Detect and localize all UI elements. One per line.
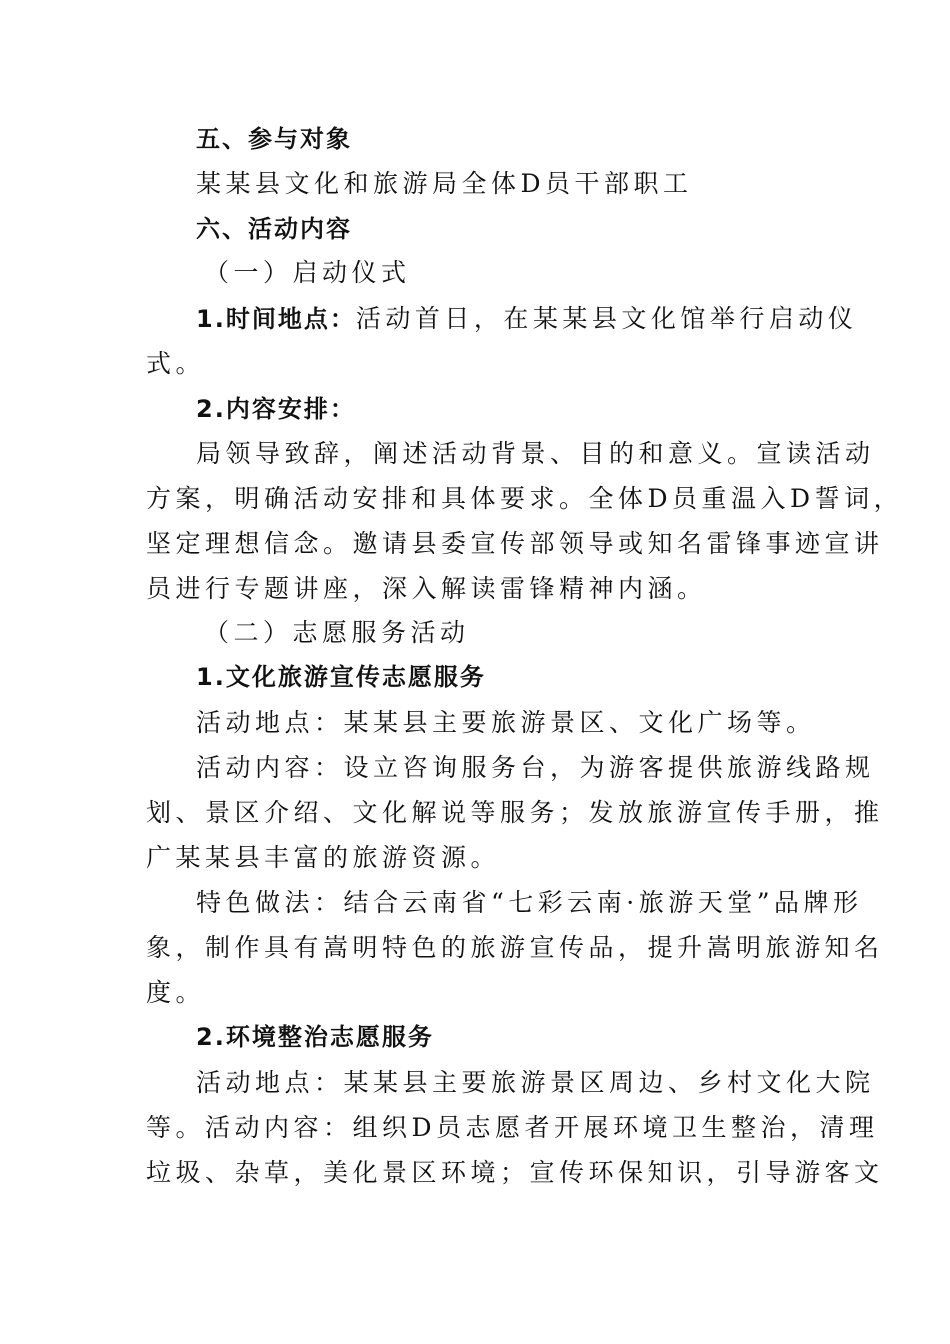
sub1-item1-label: 1.时间地点： bbox=[196, 305, 356, 333]
section-five-title: 五、参与对象 bbox=[196, 125, 352, 153]
sub1-title: （一）启动仪式 bbox=[204, 258, 411, 287]
sub2-item1-location: 活动地点：某某县主要旅游景区、文化广场等。 bbox=[196, 708, 816, 737]
sub1-item2-line: 方案，明确活动安排和具体要求。全体D员重温入D誓词， bbox=[146, 484, 904, 513]
sub1-item2-line: 局领导致辞，阐述活动背景、目的和意义。宣读活动 bbox=[196, 439, 875, 468]
sub2-item1-content-line: 活动内容：设立咨询服务台，为游客提供旅游线路规 bbox=[196, 753, 875, 782]
sub2-item2-line: 垃圾、杂草，美化景区环境；宣传环保知识，引导游客文 bbox=[146, 1158, 884, 1187]
sub2-item2-line: 等。活动内容：组织D员志愿者开展环境卫生整治，清理 bbox=[146, 1113, 879, 1142]
sub1-item2-label: 2.内容安排： bbox=[196, 395, 356, 423]
sub2-item1-feature-line: 度。 bbox=[146, 978, 206, 1007]
sub1-item1-paragraph bbox=[196, 304, 858, 334]
sub2-item2-title: 2.环境整治志愿服务 bbox=[196, 1023, 434, 1051]
sub1-item2-line: 员进行专题讲座，深入解读雷锋精神内涵。 bbox=[146, 574, 707, 603]
sub2-item1-title: 1.文化旅游宣传志愿服务 bbox=[196, 663, 486, 691]
sub2-item1-feature-line: 特色做法：结合云南省“七彩云南·旅游天堂”品牌形 bbox=[196, 888, 863, 917]
sub1-item1-text-line1: 活动首日，在某某县文化馆举行启动仪 bbox=[355, 304, 858, 333]
sub2-item1-content-line: 划、景区介绍、文化解说等服务；发放旅游宣传手册，推 bbox=[146, 798, 884, 827]
section-six-title: 六、活动内容 bbox=[196, 215, 352, 243]
section-five-body: 某某县文化和旅游局全体D员干部职工 bbox=[196, 169, 693, 198]
sub1-item1-text-line2: 式。 bbox=[146, 349, 206, 378]
sub1-item2-line: 坚定理想信念。邀请县委宣传部领导或知名雷锋事迹宣讲 bbox=[146, 529, 884, 558]
sub2-item1-content-line: 广某某县丰富的旅游资源。 bbox=[146, 843, 501, 872]
sub2-item2-line: 活动地点：某某县主要旅游景区周边、乡村文化大院 bbox=[196, 1068, 875, 1097]
sub2-item1-feature-line: 象，制作具有嵩明特色的旅游宣传品，提升嵩明旅游知名 bbox=[146, 933, 884, 962]
sub2-title: （二）志愿服务活动 bbox=[204, 618, 470, 647]
